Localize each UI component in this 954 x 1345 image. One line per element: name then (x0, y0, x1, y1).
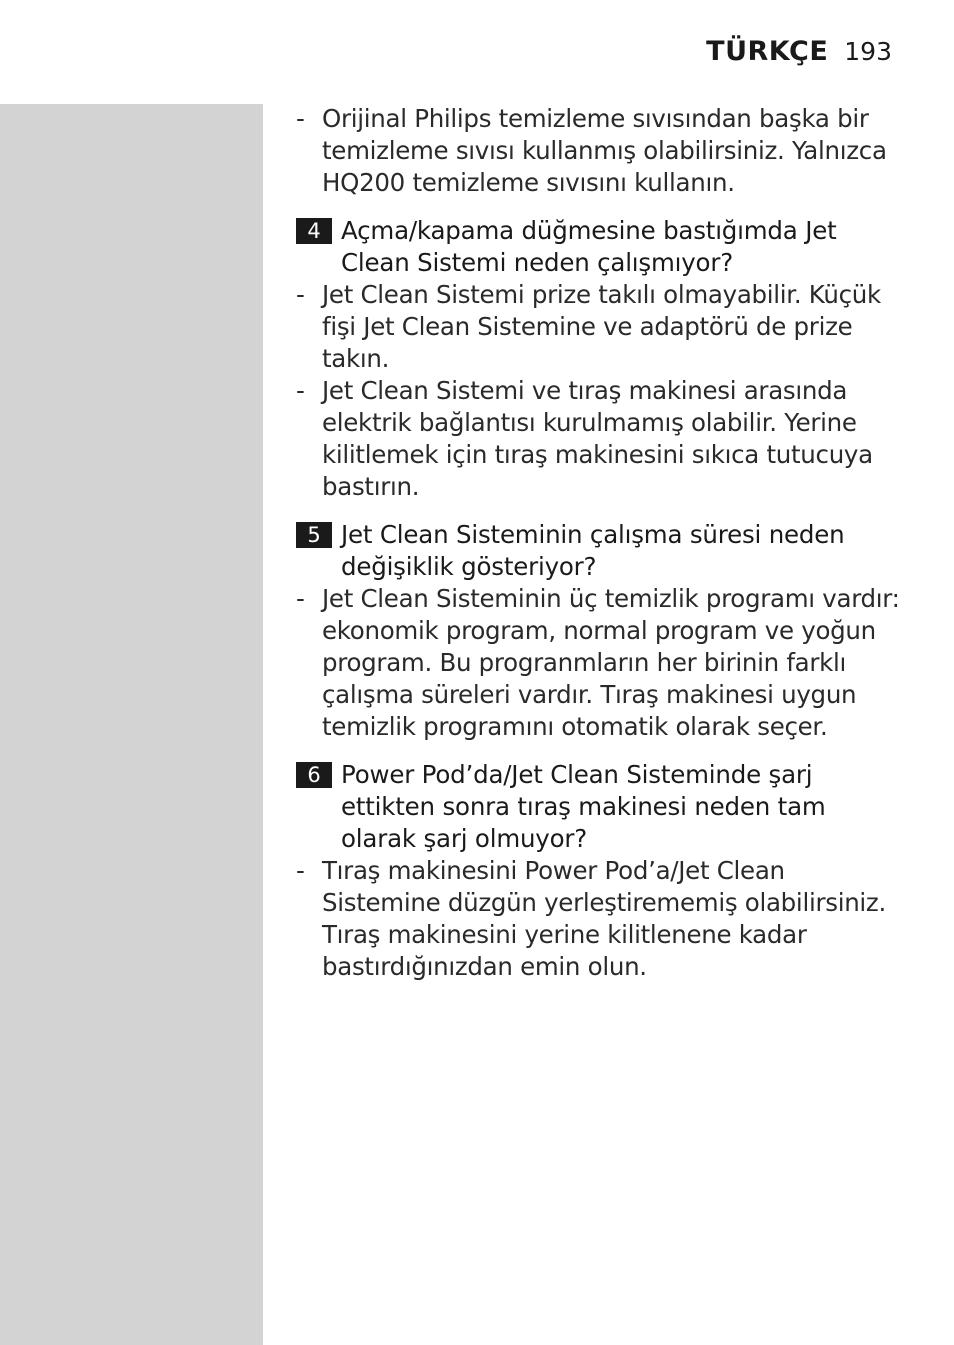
bullet-marker: - (296, 104, 305, 133)
bullet-marker: - (296, 856, 305, 885)
question-number-badge: 6 (296, 762, 332, 788)
question-text: Açma/kapama düğmesine bastığımda Jet Clean Sistemi neden çalışmıyor? (341, 216, 837, 277)
question-text: Power Pod’da/Jet Clean Sisteminde şarj ettikten sonra tıraş makinesi neden tam olarak şarj olmuyor? (341, 760, 826, 853)
answer-item (296, 583, 906, 743)
answer-text: Jet Clean Sisteminin üç temizlik programı vardır: ekonomik program, normal program ve yoğun program. Bu progranmların her birinin farklı çalışma süreleri vardır. Tıraş makinesi uygun temizlik programını otomatik olarak seçer. (322, 584, 900, 741)
answer-text: Jet Clean Sistemi ve tıraş makinesi arasında elektrik bağlantısı kurulmamış olabilir. Yerine kilitlemek için tıraş makinesini sıkıca tutucuya bastırın. (322, 376, 873, 501)
bullet-marker: - (296, 584, 305, 613)
answer-text: Tıraş makinesini Power Pod’a/Jet Clean Sistemine düzgün yerleştirememiş olabilirsiniz. Tıraş makinesini yerine kilitlenene kadar bastırdığınızdan emin olun. (322, 856, 886, 981)
question-number-badge: 4 (296, 218, 332, 244)
page-header (706, 36, 892, 67)
answer-text: Jet Clean Sistemi prize takılı olmayabilir. Küçük fişi Jet Clean Sistemine ve adaptörü de prize takın. (322, 280, 881, 373)
answer-item (296, 103, 906, 199)
language-heading: TÜRKÇE (706, 36, 829, 67)
question-item (296, 759, 906, 855)
bullet-marker: - (296, 376, 305, 405)
side-margin-band (0, 104, 263, 1345)
question-item (296, 215, 906, 279)
answer-item (296, 375, 906, 503)
answer-item (296, 279, 906, 375)
question-text: Jet Clean Sisteminin çalışma süresi neden değişiklik gösteriyor? (341, 520, 845, 581)
question-number-badge: 5 (296, 522, 332, 548)
troubleshooting-list (296, 103, 906, 983)
answer-item (296, 855, 906, 983)
bullet-marker: - (296, 280, 305, 309)
question-item (296, 519, 906, 583)
page-number: 193 (844, 37, 892, 66)
answer-text: Orijinal Philips temizleme sıvısından başka bir temizleme sıvısı kullanmış olabilirsiniz. Yalnızca HQ200 temizleme sıvısını kullanın. (322, 104, 887, 197)
